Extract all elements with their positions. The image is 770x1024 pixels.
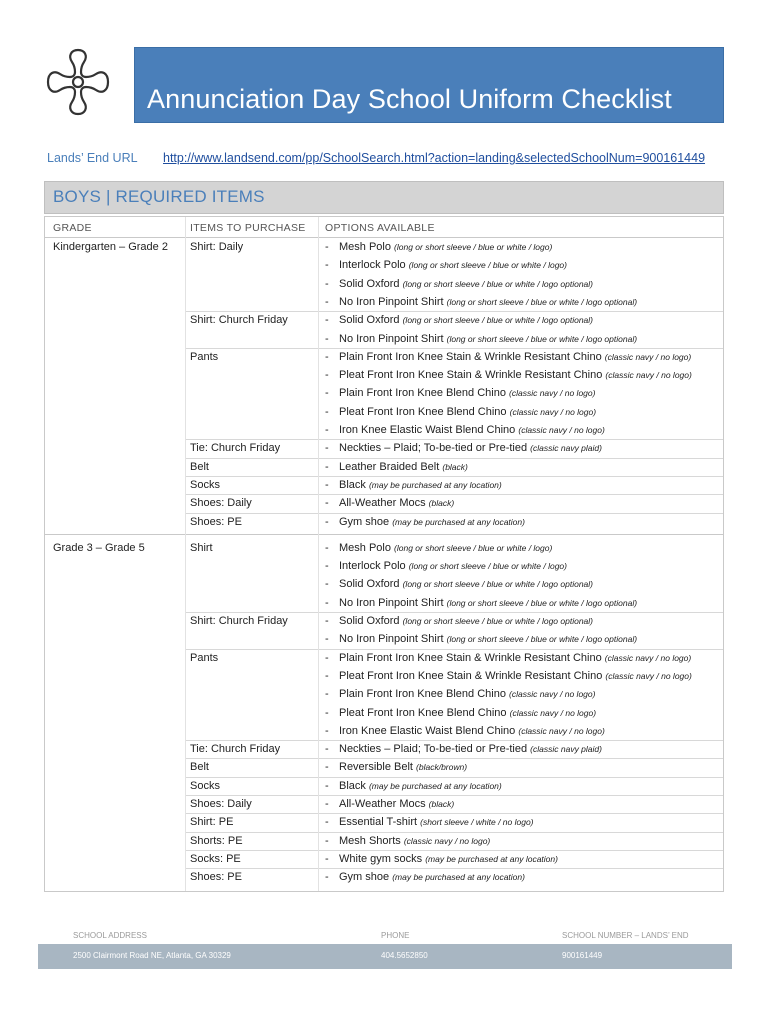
bullet-dash: - — [325, 478, 329, 491]
table-row — [45, 238, 725, 256]
option-cell — [325, 348, 691, 366]
option-name: Black — [339, 478, 366, 491]
column-header-items: ITEMS TO PURCHASE — [190, 222, 306, 234]
bullet-dash: - — [325, 779, 329, 792]
item-cell: Pants — [190, 350, 219, 363]
option-detail: (long or short sleeve / blue or white / logo optional) — [402, 579, 594, 590]
option-name: Pleat Front Iron Knee Stain & Wrinkle Resistant Chino — [339, 669, 603, 682]
footer-number-label: SCHOOL NUMBER – LANDS’ END — [562, 931, 689, 940]
option-name: Interlock Polo — [339, 560, 406, 573]
option-detail: (long or short sleeve / blue or white / logo) — [394, 242, 553, 252]
item-cell: Shirt: Daily — [190, 241, 244, 253]
option-name: Iron Knee Elastic Waist Blend Chino — [339, 424, 516, 436]
title-banner — [134, 47, 724, 123]
option-detail: (black) — [428, 498, 455, 509]
bullet-dash: - — [325, 350, 329, 363]
option-cell — [325, 458, 468, 476]
item-cell: Shoes: PE — [190, 871, 242, 884]
option-cell — [325, 275, 593, 293]
table-row — [45, 330, 725, 348]
option-detail: (classic navy / no logo) — [605, 370, 692, 381]
bullet-dash: - — [325, 314, 329, 327]
bullet-dash: - — [325, 578, 329, 591]
item-cell: Shorts: PE — [190, 834, 243, 847]
option-cell — [325, 868, 525, 886]
item-cell: Socks — [190, 779, 220, 792]
bullet-dash: - — [325, 669, 329, 682]
bullet-dash: - — [325, 871, 329, 884]
table-row — [45, 612, 725, 630]
option-name: Neckties – Plaid; To-be-tied or Pre-tied — [339, 743, 528, 756]
table-header-row — [45, 219, 725, 237]
option-name: Reversible Belt — [339, 761, 413, 774]
bullet-dash: - — [325, 515, 329, 528]
footer-phone-label: PHONE — [381, 931, 410, 940]
bullet-dash: - — [325, 596, 329, 609]
table-row — [45, 868, 725, 886]
option-detail: (may be purchased at any location) — [392, 516, 525, 527]
option-name: No Iron Pinpoint Shirt — [339, 633, 444, 646]
option-detail: (long or short sleeve / blue or white / logo optional) — [446, 597, 638, 608]
option-detail: (classic navy plaid) — [530, 443, 602, 454]
item-cell: Shirt: Church Friday — [190, 615, 288, 627]
item-cell: Socks — [190, 478, 220, 491]
table-row — [45, 293, 725, 311]
option-name: Leather Braided Belt — [339, 460, 440, 473]
grade-cell: Grade 3 – Grade 5 — [53, 541, 145, 554]
option-cell — [325, 740, 602, 758]
option-cell — [325, 722, 605, 740]
option-cell — [325, 667, 692, 685]
item-cell: Shirt: Church Friday — [190, 314, 288, 327]
table-row — [45, 740, 725, 758]
column-separator — [318, 217, 319, 891]
option-cell — [325, 403, 596, 421]
footer-bar — [38, 944, 732, 969]
uniform-table — [44, 216, 724, 892]
option-detail: (classic navy / no logo) — [509, 689, 596, 700]
option-name: Gym shoe — [339, 871, 390, 884]
footer-address-label: SCHOOL ADDRESS — [73, 931, 147, 940]
option-name: All-Weather Mocs — [339, 497, 426, 510]
table-row — [45, 476, 725, 494]
bullet-dash: - — [325, 724, 329, 737]
option-name: Plain Front Iron Knee Blend Chino — [339, 387, 506, 400]
table-row — [45, 704, 725, 722]
item-cell: Belt — [190, 460, 209, 473]
option-cell — [325, 630, 637, 648]
bullet-dash: - — [325, 277, 329, 290]
option-cell — [325, 704, 596, 722]
option-name: No Iron Pinpoint Shirt — [339, 332, 444, 345]
bullet-dash: - — [325, 259, 329, 272]
option-cell — [325, 795, 454, 813]
grade-group-divider — [45, 534, 723, 535]
option-detail: (classic navy / no logo) — [518, 725, 605, 736]
item-cell: Tie: Church Friday — [190, 442, 281, 455]
page-title: Annunciation Day School Uniform Checklist — [147, 84, 672, 114]
option-detail: (classic navy / no logo) — [509, 388, 596, 399]
option-detail: (may be purchased at any location) — [368, 780, 502, 791]
option-detail: (long or short sleeve / blue or white / logo optional) — [446, 296, 638, 307]
option-cell — [325, 649, 691, 667]
option-cell — [325, 476, 502, 494]
option-cell — [325, 330, 637, 348]
footer-phone: 404.5652850 — [381, 951, 428, 960]
bullet-dash: - — [325, 460, 329, 473]
option-detail: (classic navy / no logo) — [605, 670, 692, 681]
option-name: Solid Oxford — [339, 314, 400, 327]
option-name: Iron Knee Elastic Waist Blend Chino — [339, 724, 516, 737]
option-name: Plain Front Iron Knee Stain & Wrinkle Resistant Chino — [339, 350, 602, 363]
table-row — [45, 575, 725, 593]
table-row — [45, 832, 725, 850]
option-cell — [325, 366, 692, 384]
option-name: Solid Oxford — [339, 277, 400, 290]
option-cell — [325, 238, 552, 256]
option-detail: (may be purchased at any location) — [368, 479, 502, 490]
option-cell — [325, 421, 605, 439]
option-cell — [325, 513, 525, 531]
table-row — [45, 722, 725, 740]
table-row — [45, 384, 725, 402]
table-row — [45, 539, 725, 557]
bullet-dash: - — [325, 615, 329, 627]
item-cell: Shoes: Daily — [190, 497, 252, 510]
option-name: No Iron Pinpoint Shirt — [339, 295, 444, 308]
table-row — [45, 777, 725, 795]
bullet-dash: - — [325, 633, 329, 646]
landsend-url-link[interactable]: http://www.landsend.com/pp/SchoolSearch.html?action=landing&selectedSchoolNum=900161449 — [163, 151, 706, 165]
option-detail: (long or short sleeve / blue or white / logo optional) — [402, 315, 594, 326]
option-name: Gym shoe — [339, 515, 390, 528]
option-detail: (black) — [428, 799, 455, 809]
option-cell — [325, 494, 454, 512]
option-detail: (classic navy / no logo) — [509, 707, 597, 718]
bullet-dash: - — [325, 387, 329, 400]
table-row — [45, 795, 725, 813]
section-header — [44, 181, 724, 214]
option-detail: (black) — [442, 461, 468, 472]
option-detail: (classic navy / no logo) — [509, 406, 597, 417]
option-cell — [325, 384, 595, 402]
table-row — [45, 348, 725, 366]
table-row — [45, 256, 725, 274]
table-row — [45, 813, 725, 831]
option-name: Plain Front Iron Knee Stain & Wrinkle Resistant Chino — [339, 651, 602, 664]
option-cell — [325, 758, 467, 776]
option-detail: (short sleeve / white / no logo) — [420, 817, 534, 828]
bullet-dash: - — [325, 743, 329, 756]
option-cell — [325, 685, 595, 703]
bullet-dash: - — [325, 560, 329, 573]
item-cell: Belt — [190, 761, 209, 774]
bullet-dash: - — [325, 798, 329, 810]
grade-cell: Kindergarten – Grade 2 — [53, 241, 168, 253]
option-name: Interlock Polo — [339, 259, 406, 272]
option-name: White gym socks — [339, 852, 423, 865]
item-cell: Tie: Church Friday — [190, 743, 281, 756]
option-cell — [325, 575, 593, 593]
bullet-dash: - — [325, 651, 329, 664]
option-detail: (classic navy / no logo) — [604, 351, 692, 362]
bullet-dash: - — [325, 295, 329, 308]
table-row — [45, 594, 725, 612]
option-detail: (long or short sleeve / blue or white / logo optional) — [446, 333, 638, 344]
bullet-dash: - — [325, 241, 329, 253]
option-cell — [325, 557, 567, 575]
table-row — [45, 513, 725, 531]
item-cell: Pants — [190, 651, 219, 664]
footer-address: 2500 Clairmont Road NE, Atlanta, GA 30329 — [73, 951, 231, 960]
table-row — [45, 557, 725, 575]
option-detail: (long or short sleeve / blue or white / logo optional) — [402, 278, 594, 289]
bullet-dash: - — [325, 816, 329, 829]
bullet-dash: - — [325, 834, 329, 847]
option-cell — [325, 256, 567, 274]
table-row — [45, 649, 725, 667]
table-row — [45, 311, 725, 329]
option-name: Essential T-shirt — [339, 816, 418, 829]
option-detail: (long or short sleeve / blue or white / logo optional) — [402, 616, 594, 626]
bullet-dash: - — [325, 541, 329, 554]
item-cell: Shirt — [190, 541, 213, 554]
table-row — [45, 630, 725, 648]
bullet-dash: - — [325, 497, 329, 510]
bullet-dash: - — [325, 852, 329, 865]
bullet-dash: - — [325, 706, 329, 719]
table-row — [45, 494, 725, 512]
bullet-dash: - — [325, 442, 329, 455]
option-name: Mesh Polo — [339, 241, 391, 253]
table-row — [45, 421, 725, 439]
school-logo — [44, 44, 112, 120]
table-row — [45, 458, 725, 476]
table-row — [45, 758, 725, 776]
option-cell — [325, 813, 534, 831]
footer-school-number: 900161449 — [562, 951, 603, 960]
column-header-options: OPTIONS AVAILABLE — [325, 222, 435, 234]
bullet-dash: - — [325, 369, 329, 382]
option-detail: (long or short sleeve / blue or white / logo optional) — [446, 634, 638, 645]
option-detail: (long or short sleeve / blue or white / logo) — [408, 561, 567, 572]
option-detail: (may be purchased at any location) — [425, 853, 558, 864]
option-name: Pleat Front Iron Knee Blend Chino — [339, 706, 507, 719]
item-cell: Shoes: Daily — [190, 798, 252, 810]
option-detail: (long or short sleeve / blue or white / logo) — [408, 260, 567, 271]
table-row — [45, 403, 725, 421]
cross-icon — [44, 44, 112, 120]
option-name: Mesh Polo — [339, 541, 391, 554]
table-row — [45, 366, 725, 384]
item-cell: Shirt: PE — [190, 816, 234, 829]
option-detail: (black/brown) — [416, 762, 468, 773]
bullet-dash: - — [325, 424, 329, 436]
bullet-dash: - — [325, 332, 329, 345]
option-name: Solid Oxford — [339, 615, 400, 627]
option-cell — [325, 832, 490, 850]
option-cell — [325, 539, 552, 557]
option-name: All-Weather Mocs — [339, 798, 426, 810]
url-label: Lands’ End URL — [47, 151, 138, 165]
bullet-dash: - — [325, 688, 329, 701]
option-detail: (classic navy plaid) — [530, 744, 602, 755]
option-name: Plain Front Iron Knee Blend Chino — [339, 688, 506, 701]
option-detail: (classic navy / no logo) — [518, 425, 605, 435]
option-cell — [325, 311, 593, 329]
table-row — [45, 275, 725, 293]
option-name: Pleat Front Iron Knee Blend Chino — [339, 405, 507, 418]
option-name: Mesh Shorts — [339, 834, 401, 847]
option-cell — [325, 293, 637, 311]
table-row — [45, 850, 725, 868]
bullet-dash: - — [325, 761, 329, 774]
column-separator — [185, 217, 186, 891]
option-detail: (may be purchased at any location) — [392, 872, 525, 883]
option-name: No Iron Pinpoint Shirt — [339, 596, 444, 609]
option-detail: (classic navy / no logo) — [403, 835, 491, 846]
item-cell: Socks: PE — [190, 852, 241, 865]
option-detail: (long or short sleeve / blue or white / logo) — [394, 542, 553, 553]
option-name: Solid Oxford — [339, 578, 400, 591]
option-name: Neckties – Plaid; To-be-tied or Pre-tied — [339, 442, 528, 455]
item-cell: Shoes: PE — [190, 515, 242, 528]
section-title: BOYS | REQUIRED ITEMS — [53, 187, 265, 206]
option-name: Pleat Front Iron Knee Stain & Wrinkle Resistant Chino — [339, 369, 603, 382]
option-cell — [325, 439, 602, 457]
table-row — [45, 439, 725, 457]
column-header-grade: GRADE — [53, 222, 92, 234]
bullet-dash: - — [325, 405, 329, 418]
table-row — [45, 685, 725, 703]
option-name: Black — [339, 779, 366, 792]
option-cell — [325, 777, 502, 795]
option-cell — [325, 850, 558, 868]
option-detail: (classic navy / no logo) — [604, 652, 692, 663]
option-cell — [325, 594, 637, 612]
table-row — [45, 667, 725, 685]
option-cell — [325, 612, 593, 630]
